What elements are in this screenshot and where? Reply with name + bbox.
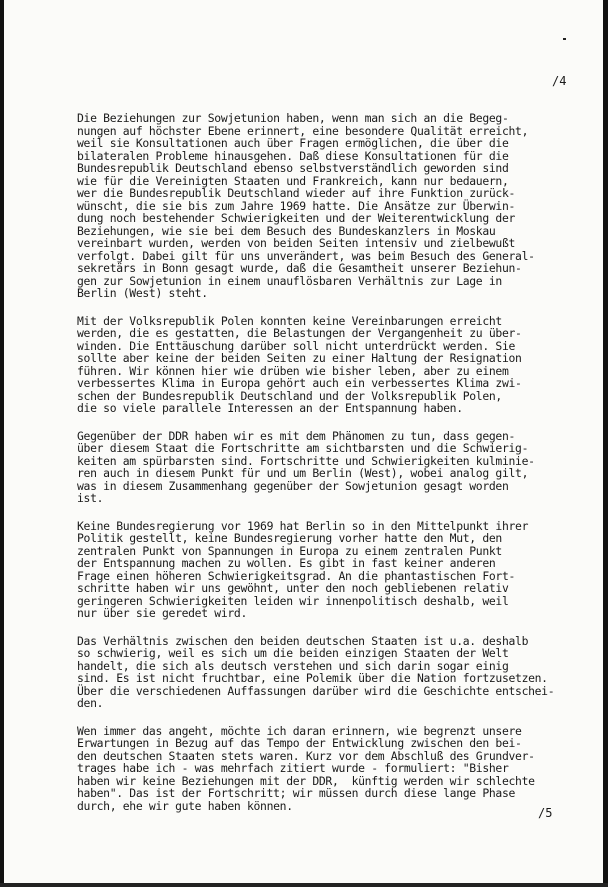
text-line: den.	[77, 696, 104, 710]
text-line: verbessertes Klima in Europa gehört auch ein verbessertes Klima zwi-	[77, 376, 522, 390]
text-line: Berlin (West) steht.	[77, 286, 208, 300]
text-line: handelt, die sich als deutsch verstehen und sich darin sogar einig	[77, 658, 509, 673]
text-line: nungen auf höchster Ebene erinnert, eine besondere Qualität erreicht,	[77, 123, 529, 138]
text-line: sekretärs in Bonn gesagt wurde, daß die Gesamtheit unserer Beziehun-	[77, 261, 522, 275]
scan-edge-left	[0, 0, 4, 887]
text-line: Das Verhältnis zwischen den beiden deutschen Staaten ist u.a. deshalb	[77, 633, 529, 648]
text-line: was in diesem Zusammenhang gegenüber der Sowjetunion gesagt worden	[77, 478, 509, 493]
text-line: verfolgt. Dabei gilt für uns unverändert, was beim Besuch des General-	[77, 248, 535, 263]
text-line: haben wir keine Beziehungen mit der DDR, künftig werden wir schlechte	[77, 773, 535, 788]
text-line: durch, ehe wir gute haben können.	[77, 798, 293, 813]
text-line: Bundesrepublik Deutschland ebenso selbstverständlich geworden sind	[77, 161, 509, 175]
paragraph	[77, 520, 587, 620]
text-line: Politik gestellt, keine Bundesregierung vorher hatte den Mut, den	[77, 531, 502, 545]
text-line: wer die Bundesrepublik Deutschland wieder auf ihre Funktion zurück-	[77, 186, 516, 200]
text-line: bilateralen Probleme hinausgehen. Daß diese Konsultationen für die	[77, 148, 509, 163]
text-line: Mit der Volksrepublik Polen konnten keine Vereinbarungen erreicht	[77, 313, 502, 328]
paragraph	[77, 430, 587, 505]
scan-edge-right	[603, 0, 608, 887]
text-line: Frage einen höheren Schwierigkeitsgrad. An die phantastischen Fort-	[77, 568, 516, 583]
text-line: Beziehungen, wie sie bei dem Besuch des Bundeskanzlers in Moskau	[77, 223, 496, 238]
document-body	[77, 112, 587, 827]
text-line: Die Beziehungen zur Sowjetunion haben, wenn man sich an die Begeg-	[77, 111, 509, 125]
paragraph	[77, 315, 587, 415]
text-line: schritte haben wir uns gewöhnt, unter den noch gebliebenen relativ	[77, 581, 509, 595]
text-line: wie für die Vereinigten Staaten und Frankreich, kann nur bedauern,	[77, 173, 509, 188]
text-line: wünscht, die sie bis zum Jahre 1969 hatte. Die Ansätze zur Überwin-	[77, 198, 516, 213]
text-line: gen zur Sowjetunion in einem unauflösbaren Verhältnis zur Lage in	[77, 273, 502, 288]
text-line: die so viele parallele Interessen an der Entspannung haben.	[77, 401, 463, 415]
text-line: sind. Es ist nicht fruchtbar, eine Polemik über die Nation fortzusetzen.	[77, 671, 548, 685]
text-line: haben". Das ist der Fortschritt; wir müssen durch diese lange Phase	[77, 786, 516, 800]
text-line: dung noch bestehender Schwierigkeiten und der Weiterentwicklung der	[77, 211, 516, 225]
page-number-top: /4	[552, 74, 567, 88]
text-line: führen. Wir können hier wie drüben wie bisher leben, aber zu einem	[77, 363, 509, 378]
text-line: so schwierig, weil es sich um die beiden einzigen Staaten der Welt	[77, 646, 509, 660]
text-line: Keine Bundesregierung vor 1969 hat Berlin so in den Mittelpunkt ihrer	[77, 518, 529, 533]
text-line: schen der Bundesrepublik Deutschland und der Volksrepublik Polen,	[77, 388, 502, 403]
text-line: den deutschen Staaten stets waren. Kurz vor dem Abschluß des Grundver-	[77, 748, 535, 763]
text-line: über diesem Staat die Fortschritte am sichtbarsten und die Schwierig-	[77, 441, 529, 455]
paragraph	[77, 725, 587, 813]
text-line: Gegenüber der DDR haben wir es mit dem Phänomen zu tun, dass gegen-	[77, 428, 516, 443]
text-line: Über die verschiedenen Auffassungen darüber wird die Geschichte entschei-	[77, 683, 555, 698]
text-line: Erwartungen in Bezug auf das Tempo der Entwicklung zwischen den bei-	[77, 736, 522, 750]
scan-speck	[563, 38, 566, 40]
paragraph	[77, 635, 587, 710]
text-line: vereinbart wurden, werden von beiden Seiten intensiv und zielbewußt	[77, 236, 516, 250]
text-line: nur über sie geredet wird.	[77, 606, 247, 620]
text-line: winden. Die Enttäuschung darüber soll nicht unterdrückt werden. Sie	[77, 338, 516, 353]
text-line: keiten am spürbarsten sind. Fortschritte und Schwierigkeiten kulminie-	[77, 453, 535, 468]
text-line: sollte aber keine der beiden Seiten zu einer Haltung der Resignation	[77, 351, 522, 365]
paragraph	[77, 112, 587, 300]
text-line: ren auch in diesem Punkt für und um Berlin (West), wobei analog gilt,	[77, 466, 529, 480]
page-number-bottom: /5	[538, 806, 553, 820]
text-line: ist.	[77, 491, 104, 505]
text-line: geringeren Schwierigkeiten leiden wir innenpolitisch deshalb, weil	[77, 593, 509, 608]
text-line: zentralen Punkt von Spannungen in Europa zu einem zentralen Punkt	[77, 543, 502, 558]
text-line: trages habe ich - was mehrfach zitiert wurde - formuliert: "Bisher	[77, 761, 509, 775]
text-line: der Entspannung machen zu wollen. Es gibt in fast keiner anderen	[77, 556, 496, 570]
scan-edge-bottom	[0, 883, 608, 887]
text-line: werden, die es gestatten, die Belastungen der Vergangenheit zu über-	[77, 326, 522, 340]
text-line: weil sie Konsultationen auch über Fragen ermöglichen, die über die	[77, 136, 509, 150]
text-line: Wen immer das angeht, möchte ich daran erinnern, wie begrenzt unsere	[77, 723, 522, 738]
